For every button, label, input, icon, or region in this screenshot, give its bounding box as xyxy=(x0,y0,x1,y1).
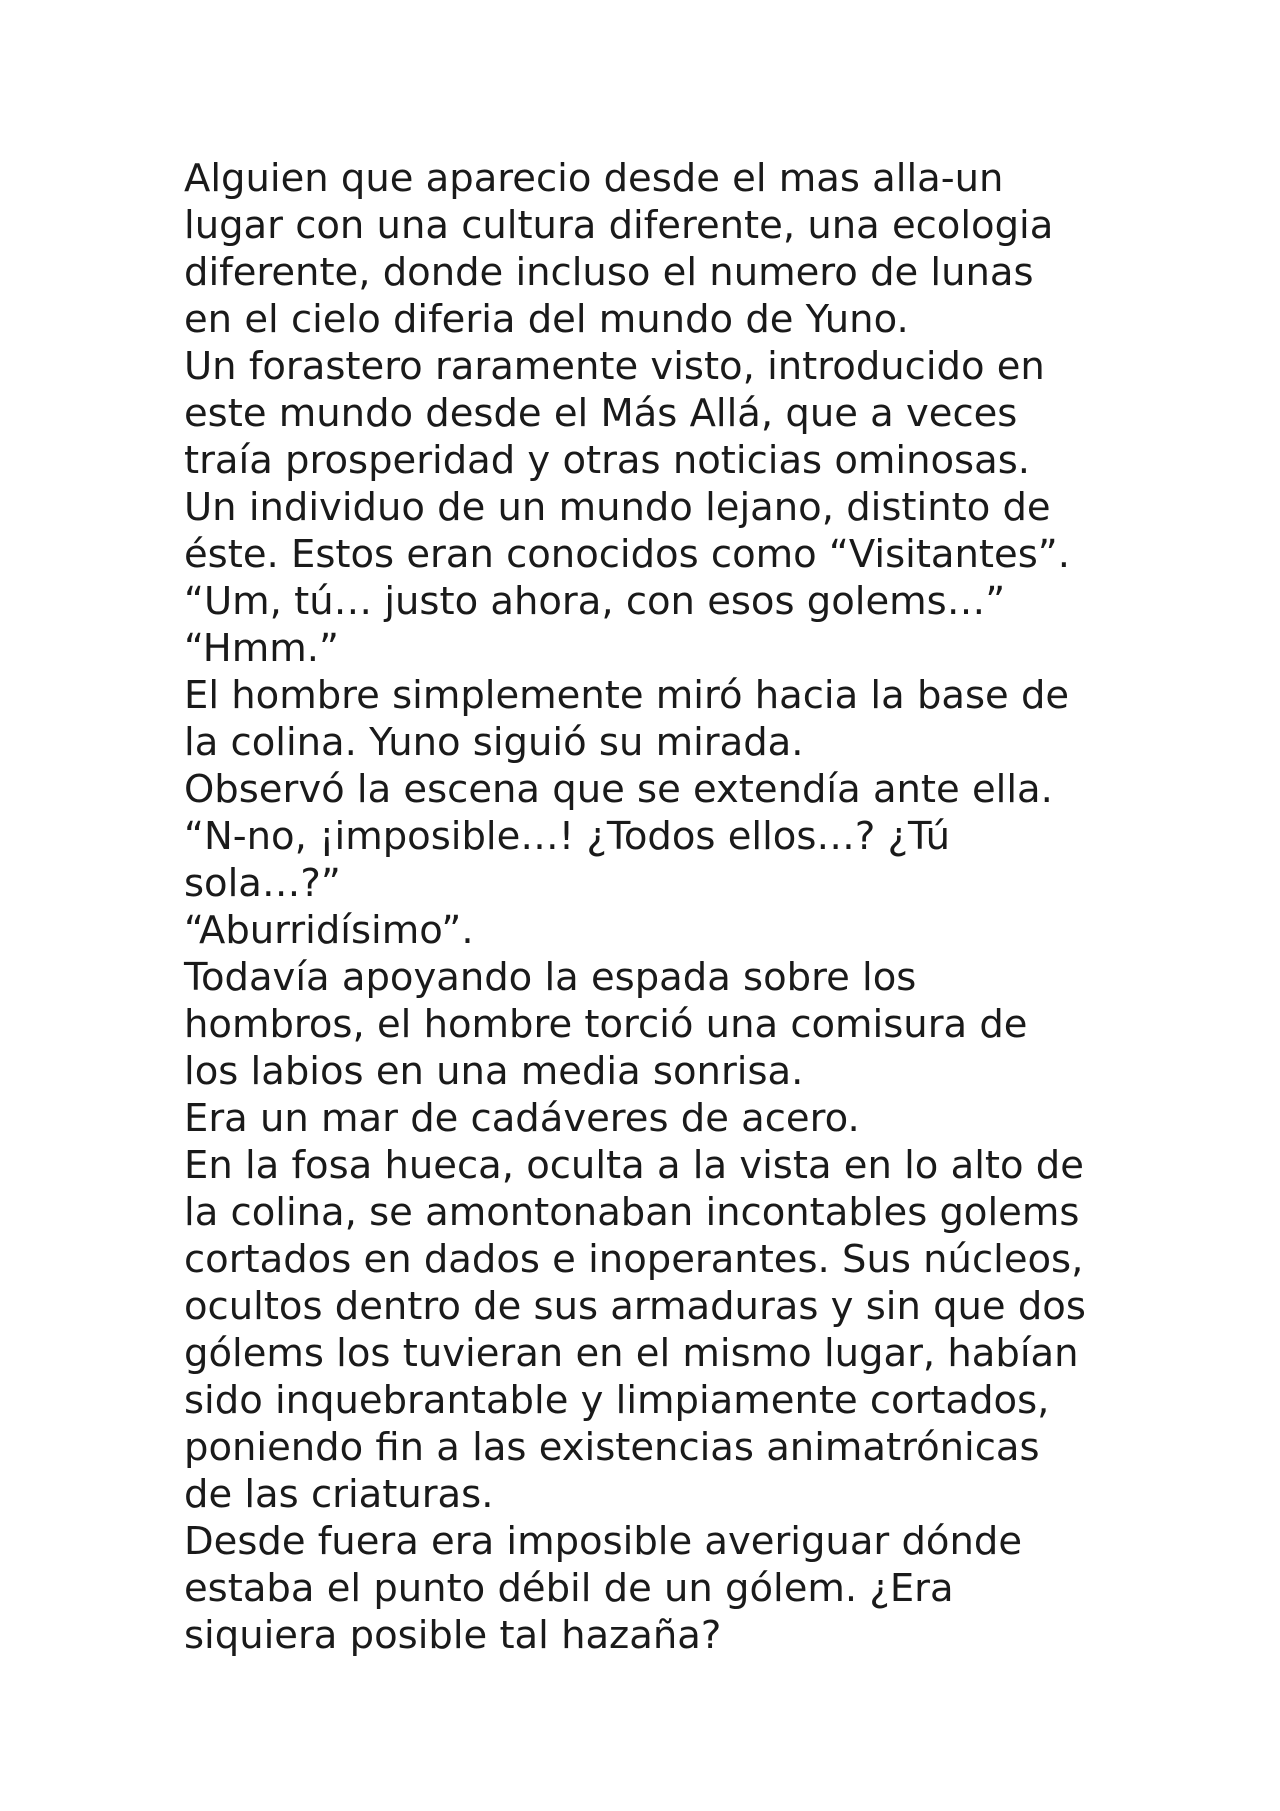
text-line: éste. Estos eran conocidos como “Visitantes”. xyxy=(184,532,1070,577)
text-line: Un individuo de un mundo lejano, distinto de xyxy=(184,485,1051,530)
text-line: Todavía apoyando la espada sobre los xyxy=(184,955,917,1000)
text-line: Alguien que aparecio desde el mas alla-un xyxy=(184,156,1004,201)
text-line: gólems los tuvieran en el mismo lugar, habían xyxy=(184,1331,1079,1376)
text-line: sola…?” xyxy=(184,861,341,906)
text-line: En la fosa hueca, oculta a la vista en lo alto de xyxy=(184,1143,1084,1188)
text-line: “Um, tú… justo ahora, con esos golems…” xyxy=(184,579,1006,624)
text-line: sido inquebrantable y limpiamente cortados, xyxy=(184,1378,1050,1423)
text-line: estaba el punto débil de un gólem. ¿Era xyxy=(184,1566,954,1611)
text-line: ocultos dentro de sus armaduras y sin que dos xyxy=(184,1284,1086,1329)
text-line: en el cielo diferia del mundo de Yuno. xyxy=(184,297,909,342)
text-line: Un forastero raramente visto, introducido en xyxy=(184,344,1045,389)
text-line: la colina. Yuno siguió su mirada. xyxy=(184,720,804,765)
text-line: “Aburridísimo”. xyxy=(184,908,474,953)
text-line: “Hmm.” xyxy=(184,626,339,671)
text-line: hombros, el hombre torció una comisura de xyxy=(184,1002,1028,1047)
text-line: traía prosperidad y otras noticias ominosas. xyxy=(184,438,1030,483)
body-text xyxy=(184,155,1124,1659)
text-line: diferente, donde incluso el numero de lunas xyxy=(184,250,1034,295)
text-line: Observó la escena que se extendía ante ella. xyxy=(184,767,1053,812)
text-line: Era un mar de cadáveres de acero. xyxy=(184,1096,860,1141)
text-line: de las criaturas. xyxy=(184,1472,494,1517)
text-line: cortados en dados e inoperantes. Sus núcleos, xyxy=(184,1237,1084,1282)
text-line: “N-no, ¡imposible…! ¿Todos ellos…? ¿Tú xyxy=(184,814,951,859)
text-line: la colina, se amontonaban incontables golems xyxy=(184,1190,1080,1235)
text-line: este mundo desde el Más Allá, que a veces xyxy=(184,391,1018,436)
text-line: Desde fuera era imposible averiguar dónde xyxy=(184,1519,1023,1564)
text-line: El hombre simplemente miró hacia la base de xyxy=(184,673,1070,718)
text-line: poniendo fin a las existencias animatrónicas xyxy=(184,1425,1040,1470)
text-line: lugar con una cultura diferente, una ecologia xyxy=(184,203,1054,248)
text-line: los labios en una media sonrisa. xyxy=(184,1049,804,1094)
text-line: siquiera posible tal hazaña? xyxy=(184,1613,722,1658)
